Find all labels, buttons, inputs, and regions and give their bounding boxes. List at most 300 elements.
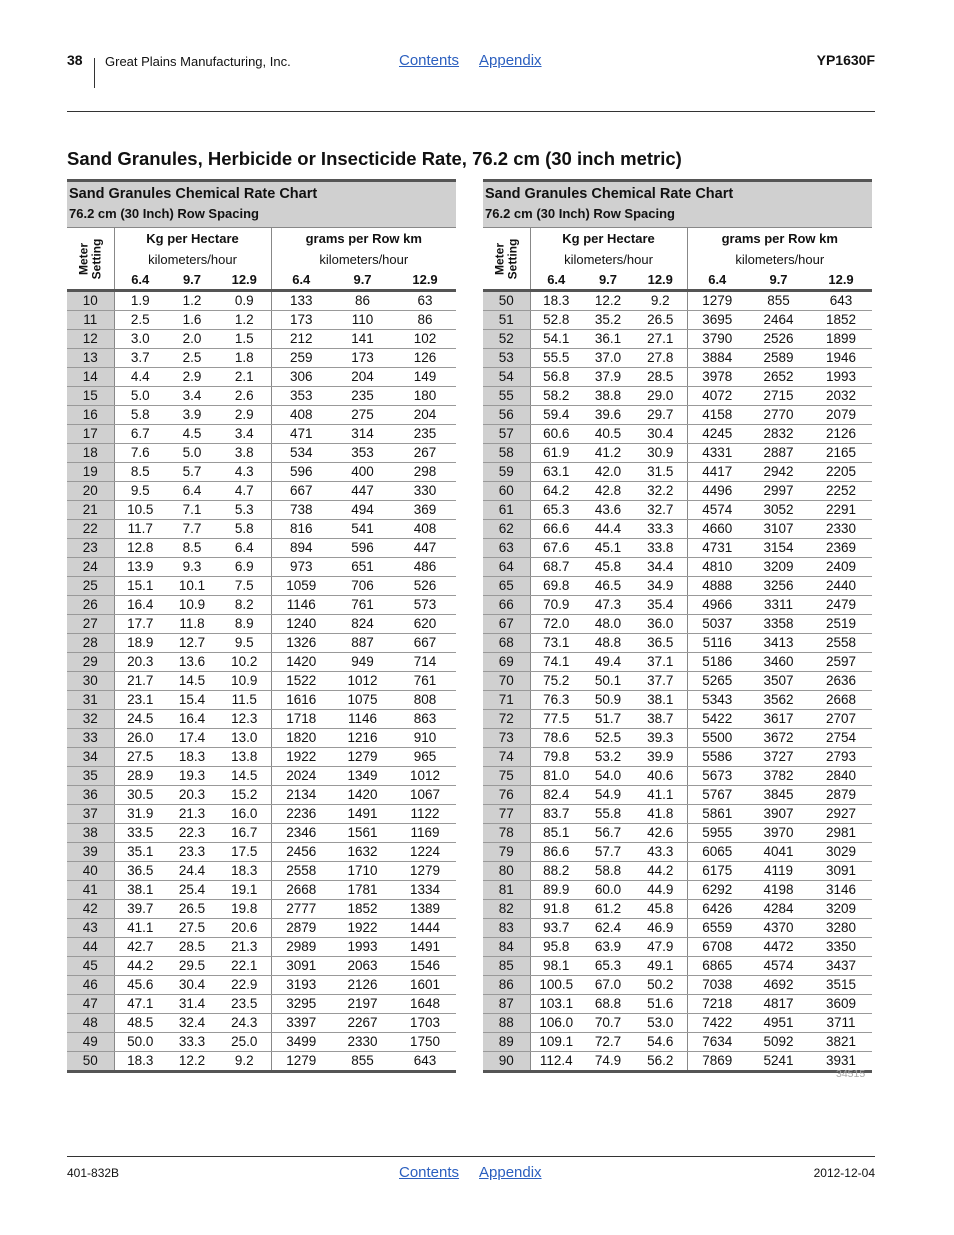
rate-cell: 3821 (810, 1033, 872, 1052)
rate-cell: 27.8 (634, 349, 687, 368)
rate-cell: 3790 (687, 330, 747, 349)
rate-cell: 21.7 (114, 672, 166, 691)
meter-setting-cell: 33 (67, 729, 114, 748)
rate-cell: 3413 (747, 634, 810, 653)
rate-cell: 42.0 (582, 463, 634, 482)
table-row (483, 558, 872, 577)
rate-cell: 48.8 (582, 634, 634, 653)
rate-cell: 1169 (394, 824, 456, 843)
rate-cell: 53.0 (634, 1014, 687, 1033)
table-row (67, 938, 456, 957)
rate-cell: 706 (331, 577, 394, 596)
rate-cell: 863 (394, 710, 456, 729)
rate-cell: 1.6 (166, 311, 218, 330)
rate-table (483, 227, 872, 1073)
rate-cell: 1067 (394, 786, 456, 805)
rate-cell: 3295 (271, 995, 331, 1014)
rate-cell: 4370 (747, 919, 810, 938)
table-row (483, 938, 872, 957)
table-row (67, 919, 456, 938)
meter-setting-cell: 28 (67, 634, 114, 653)
rate-cell: 541 (331, 520, 394, 539)
rate-cell: 3499 (271, 1033, 331, 1052)
rate-cell: 54.9 (582, 786, 634, 805)
page-number: 38 (67, 52, 83, 68)
rate-cell: 52.8 (530, 311, 582, 330)
rate-cell: 17.4 (166, 729, 218, 748)
table-row (483, 615, 872, 634)
table-row (67, 824, 456, 843)
rate-cell: 8.2 (218, 596, 271, 615)
rate-cell: 1146 (331, 710, 394, 729)
rate-cell: 8.5 (166, 539, 218, 558)
rate-cell: 38.7 (634, 710, 687, 729)
meter-setting-cell: 53 (483, 349, 530, 368)
meter-setting-cell: 32 (67, 710, 114, 729)
rate-cell: 9.2 (218, 1052, 271, 1072)
rate-cell: 2879 (271, 919, 331, 938)
rate-cell: 2707 (810, 710, 872, 729)
publication-date: 2012-12-04 (813, 1166, 875, 1180)
rate-cell: 86 (331, 291, 394, 311)
grams-per-row-km-header: grams per Row km (271, 228, 456, 250)
rate-cell: 7422 (687, 1014, 747, 1033)
rate-cell: 41.8 (634, 805, 687, 824)
rate-cell: 1491 (394, 938, 456, 957)
rate-cell: 91.8 (530, 900, 582, 919)
rate-cell: 808 (394, 691, 456, 710)
header-rule (67, 111, 875, 112)
rate-cell: 534 (271, 444, 331, 463)
rate-cell: 8.5 (114, 463, 166, 482)
rate-cell: 2652 (747, 368, 810, 387)
rate-cell: 20.6 (218, 919, 271, 938)
rate-cell: 133 (271, 291, 331, 311)
rate-cell: 2879 (810, 786, 872, 805)
rate-cell: 27.5 (166, 919, 218, 938)
rate-cell: 5116 (687, 634, 747, 653)
table-row (483, 425, 872, 444)
rate-cell: 4158 (687, 406, 747, 425)
rate-cell: 37.9 (582, 368, 634, 387)
rate-cell: 2777 (271, 900, 331, 919)
rate-cell: 3711 (810, 1014, 872, 1033)
rate-cell: 29.0 (634, 387, 687, 406)
rate-cell: 3695 (687, 311, 747, 330)
rate-cell: 2369 (810, 539, 872, 558)
rate-cell: 1.8 (218, 349, 271, 368)
rate-cell: 1718 (271, 710, 331, 729)
rate-cell: 887 (331, 634, 394, 653)
rate-cell: 73.1 (530, 634, 582, 653)
rate-cell: 30.9 (634, 444, 687, 463)
table-row (67, 368, 456, 387)
rate-cell: 16.4 (166, 710, 218, 729)
rate-cell: 3609 (810, 995, 872, 1014)
rate-cell: 5343 (687, 691, 747, 710)
rate-cell: 314 (331, 425, 394, 444)
rate-cell: 5186 (687, 653, 747, 672)
rate-cell: 855 (747, 291, 810, 311)
rate-cell: 56.2 (634, 1052, 687, 1072)
rate-cell: 1703 (394, 1014, 456, 1033)
rate-cell: 56.8 (530, 368, 582, 387)
rate-cell: 5037 (687, 615, 747, 634)
rate-cell: 2252 (810, 482, 872, 501)
table-row (483, 767, 872, 786)
meter-setting-cell: 25 (67, 577, 114, 596)
rate-cell: 6175 (687, 862, 747, 881)
rate-cell: 353 (331, 444, 394, 463)
rate-cell: 2597 (810, 653, 872, 672)
meter-setting-cell: 82 (483, 900, 530, 919)
rate-cell: 2668 (271, 881, 331, 900)
rate-cell: 1444 (394, 919, 456, 938)
meter-setting-cell: 80 (483, 862, 530, 881)
rate-cell: 1224 (394, 843, 456, 862)
rate-cell: 5.7 (166, 463, 218, 482)
rate-cell: 2.1 (218, 368, 271, 387)
speed-header: 12.9 (634, 269, 687, 291)
rate-cell: 61.9 (530, 444, 582, 463)
table-row (483, 577, 872, 596)
rate-cell: 68.8 (582, 995, 634, 1014)
header-contents-link[interactable]: Contents (399, 52, 460, 69)
rate-cell: 48.0 (582, 615, 634, 634)
rate-cell: 2.5 (114, 311, 166, 330)
table-row (483, 520, 872, 539)
rate-cell: 369 (394, 501, 456, 520)
rate-cell: 298 (394, 463, 456, 482)
rate-cell: 761 (331, 596, 394, 615)
meter-setting-cell: 88 (483, 1014, 530, 1033)
rate-cell: 2126 (331, 976, 394, 995)
rate-cell: 106.0 (530, 1014, 582, 1033)
rate-cell: 9.3 (166, 558, 218, 577)
rate-cell: 29.7 (634, 406, 687, 425)
table-row (67, 463, 456, 482)
chart-caption-spacing: 76.2 cm (30 Inch) Row Spacing (69, 206, 259, 221)
rate-cell: 34.4 (634, 558, 687, 577)
rate-cell: 4.5 (166, 425, 218, 444)
meter-setting-cell: 30 (67, 672, 114, 691)
rate-cell: 78.6 (530, 729, 582, 748)
rate-cell: 37.1 (634, 653, 687, 672)
rate-cell: 2942 (747, 463, 810, 482)
table-row (67, 482, 456, 501)
table-row (483, 1033, 872, 1052)
meter-setting-header (483, 228, 530, 291)
rate-cell: 2636 (810, 672, 872, 691)
rate-cell: 212 (271, 330, 331, 349)
rate-cell: 37.0 (582, 349, 634, 368)
rate-cell: 4731 (687, 539, 747, 558)
rate-cell: 447 (394, 539, 456, 558)
rate-cell: 2456 (271, 843, 331, 862)
footer-appendix-link[interactable]: Appendix (479, 1164, 542, 1181)
rate-cell: 447 (331, 482, 394, 501)
meter-setting-cell: 59 (483, 463, 530, 482)
rate-cell: 267 (394, 444, 456, 463)
rate-cell: 51.7 (582, 710, 634, 729)
rate-cell: 738 (271, 501, 331, 520)
table-row (483, 634, 872, 653)
rate-cell: 2519 (810, 615, 872, 634)
rate-cell: 6292 (687, 881, 747, 900)
meter-setting-cell: 12 (67, 330, 114, 349)
rate-cell: 6865 (687, 957, 747, 976)
table-row (483, 672, 872, 691)
rate-cell: 1279 (331, 748, 394, 767)
meter-setting-cell: 15 (67, 387, 114, 406)
meter-setting-cell: 22 (67, 520, 114, 539)
rate-cell: 47.9 (634, 938, 687, 957)
rate-cell: 69.8 (530, 577, 582, 596)
rate-cell: 36.5 (114, 862, 166, 881)
rate-cell: 4.4 (114, 368, 166, 387)
table-row (67, 577, 456, 596)
rate-cell: 3970 (747, 824, 810, 843)
table-row (67, 729, 456, 748)
rate-cell: 3.0 (114, 330, 166, 349)
rate-cell: 4072 (687, 387, 747, 406)
rate-cell: 1279 (271, 1052, 331, 1072)
rate-cell: 2063 (331, 957, 394, 976)
meter-setting-cell: 55 (483, 387, 530, 406)
rate-cell: 19.3 (166, 767, 218, 786)
table-row (67, 1014, 456, 1033)
rate-cell: 7218 (687, 995, 747, 1014)
rate-cell: 3397 (271, 1014, 331, 1033)
rate-cell: 15.1 (114, 577, 166, 596)
rate-cell: 75.2 (530, 672, 582, 691)
rate-cell: 44.2 (114, 957, 166, 976)
rate-cell: 67.0 (582, 976, 634, 995)
rate-cell: 79.8 (530, 748, 582, 767)
rate-cell: 235 (331, 387, 394, 406)
table-row (67, 311, 456, 330)
rate-cell: 330 (394, 482, 456, 501)
rate-cell: 3617 (747, 710, 810, 729)
kg-per-hectare-header: Kg per Hectare (530, 228, 687, 250)
rate-cell: 22.9 (218, 976, 271, 995)
model-number: YP1630F (816, 52, 875, 68)
table-row (483, 406, 872, 425)
rate-cell: 45.6 (114, 976, 166, 995)
rate-cell: 4888 (687, 577, 747, 596)
rate-cell: 72.0 (530, 615, 582, 634)
rate-cell: 0.9 (218, 291, 271, 311)
rate-cell: 60.0 (582, 881, 634, 900)
meter-setting-cell: 39 (67, 843, 114, 862)
rate-cell: 85.1 (530, 824, 582, 843)
rate-cell: 30.4 (634, 425, 687, 444)
table-row (483, 862, 872, 881)
rate-cell: 1648 (394, 995, 456, 1014)
table-row (483, 291, 872, 311)
rate-cell: 23.3 (166, 843, 218, 862)
rate-cell: 33.3 (634, 520, 687, 539)
rate-cell: 30.4 (166, 976, 218, 995)
table-row (483, 482, 872, 501)
meter-setting-cell: 56 (483, 406, 530, 425)
rate-cell: 1.9 (114, 291, 166, 311)
meter-setting-cell: 60 (483, 482, 530, 501)
rate-cell: 13.9 (114, 558, 166, 577)
rate-cell: 3311 (747, 596, 810, 615)
rate-cell: 910 (394, 729, 456, 748)
rate-cell: 3.4 (166, 387, 218, 406)
rate-cell: 1546 (394, 957, 456, 976)
meter-setting-cell: 50 (67, 1052, 114, 1072)
rate-cell: 3.8 (218, 444, 271, 463)
table-row (67, 1052, 456, 1072)
meter-setting-cell: 37 (67, 805, 114, 824)
meter-setting-header (67, 228, 114, 291)
rate-cell: 126 (394, 349, 456, 368)
rate-cell: 4284 (747, 900, 810, 919)
rate-cell: 19.8 (218, 900, 271, 919)
rate-cell: 2236 (271, 805, 331, 824)
table-row (483, 843, 872, 862)
rate-cell: 55.8 (582, 805, 634, 824)
rate-cell: 25.4 (166, 881, 218, 900)
meter-setting-cell: 54 (483, 368, 530, 387)
meter-setting-cell: 75 (483, 767, 530, 786)
meter-setting-cell: 64 (483, 558, 530, 577)
rate-cell: 6.7 (114, 425, 166, 444)
rate-cell: 2770 (747, 406, 810, 425)
chart-caption-spacing: 76.2 cm (30 Inch) Row Spacing (485, 206, 675, 221)
meter-setting-cell: 69 (483, 653, 530, 672)
rate-cell: 1820 (271, 729, 331, 748)
meter-setting-cell: 34 (67, 748, 114, 767)
rate-cell: 64.2 (530, 482, 582, 501)
table-row (483, 805, 872, 824)
rate-cell: 53.2 (582, 748, 634, 767)
rate-cell: 98.1 (530, 957, 582, 976)
meter-setting-cell: 42 (67, 900, 114, 919)
speed-header: 9.7 (166, 269, 218, 291)
rate-cell: 58.2 (530, 387, 582, 406)
rate-cell: 45.8 (634, 900, 687, 919)
rate-cell: 21.3 (166, 805, 218, 824)
rate-cell: 5673 (687, 767, 747, 786)
rate-cell: 6426 (687, 900, 747, 919)
rate-cell: 45.1 (582, 539, 634, 558)
header-appendix-link[interactable]: Appendix (479, 52, 542, 69)
meter-setting-cell: 18 (67, 444, 114, 463)
meter-setting-cell: 84 (483, 938, 530, 957)
rate-cell: 306 (271, 368, 331, 387)
rate-cell: 965 (394, 748, 456, 767)
rate-cell: 3727 (747, 748, 810, 767)
meter-setting-cell: 73 (483, 729, 530, 748)
rate-cell: 3515 (810, 976, 872, 995)
rate-cell: 973 (271, 558, 331, 577)
rate-cell: 5.3 (218, 501, 271, 520)
rate-cell: 48.5 (114, 1014, 166, 1033)
rate-cell: 2024 (271, 767, 331, 786)
rate-cell: 21.3 (218, 938, 271, 957)
meter-setting-cell: 86 (483, 976, 530, 995)
rate-cell: 93.7 (530, 919, 582, 938)
rate-cell: 28.5 (634, 368, 687, 387)
rate-cell: 2330 (331, 1033, 394, 1052)
rate-cell: 26.0 (114, 729, 166, 748)
rate-cell: 51.6 (634, 995, 687, 1014)
meter-setting-cell: 24 (67, 558, 114, 577)
table-row (67, 558, 456, 577)
table-row (483, 1014, 872, 1033)
meter-setting-label: Meter Setting (76, 238, 104, 279)
rate-cell: 68.7 (530, 558, 582, 577)
rate-cell: 20.3 (166, 786, 218, 805)
meter-setting-cell: 74 (483, 748, 530, 767)
rate-cell: 109.1 (530, 1033, 582, 1052)
rate-cell: 2668 (810, 691, 872, 710)
rate-cell: 88.2 (530, 862, 582, 881)
rate-cell: 1216 (331, 729, 394, 748)
rate-cell: 4245 (687, 425, 747, 444)
rate-cell: 2558 (810, 634, 872, 653)
rate-cell: 50.0 (114, 1033, 166, 1052)
rate-cell: 596 (331, 539, 394, 558)
footer-contents-link[interactable]: Contents (399, 1164, 460, 1181)
rate-cell: 2754 (810, 729, 872, 748)
rate-cell: 1059 (271, 577, 331, 596)
rate-cell: 4.7 (218, 482, 271, 501)
meter-setting-cell: 23 (67, 539, 114, 558)
meter-setting-cell: 50 (483, 291, 530, 311)
rate-cell: 19.1 (218, 881, 271, 900)
rate-cell: 3.7 (114, 349, 166, 368)
table-row (67, 634, 456, 653)
rate-cell: 15.4 (166, 691, 218, 710)
table-row (67, 786, 456, 805)
rate-cell: 2409 (810, 558, 872, 577)
meter-setting-cell: 10 (67, 291, 114, 311)
rate-cell: 1420 (271, 653, 331, 672)
rate-cell: 2558 (271, 862, 331, 881)
meter-setting-label: Meter Setting (492, 238, 520, 279)
meter-setting-cell: 31 (67, 691, 114, 710)
rate-cell: 18.3 (218, 862, 271, 881)
rate-cell: 47.1 (114, 995, 166, 1014)
rate-cell: 11.7 (114, 520, 166, 539)
rate-cell: 1750 (394, 1033, 456, 1052)
meter-setting-cell: 57 (483, 425, 530, 444)
figure-number: 34515 (836, 1068, 866, 1080)
rate-cell: 3193 (271, 976, 331, 995)
rate-cell: 180 (394, 387, 456, 406)
rate-cell: 1075 (331, 691, 394, 710)
table-row (67, 710, 456, 729)
meter-setting-cell: 19 (67, 463, 114, 482)
rate-cell: 5422 (687, 710, 747, 729)
rate-cell: 102 (394, 330, 456, 349)
rate-cell: 761 (394, 672, 456, 691)
rate-cell: 5241 (747, 1052, 810, 1072)
meter-setting-cell: 79 (483, 843, 530, 862)
rate-cell: 33.5 (114, 824, 166, 843)
meter-setting-cell: 77 (483, 805, 530, 824)
speed-header: 12.9 (218, 269, 271, 291)
rate-cell: 55.5 (530, 349, 582, 368)
rate-cell: 44.9 (634, 881, 687, 900)
rate-cell: 1922 (331, 919, 394, 938)
rate-cell: 667 (394, 634, 456, 653)
